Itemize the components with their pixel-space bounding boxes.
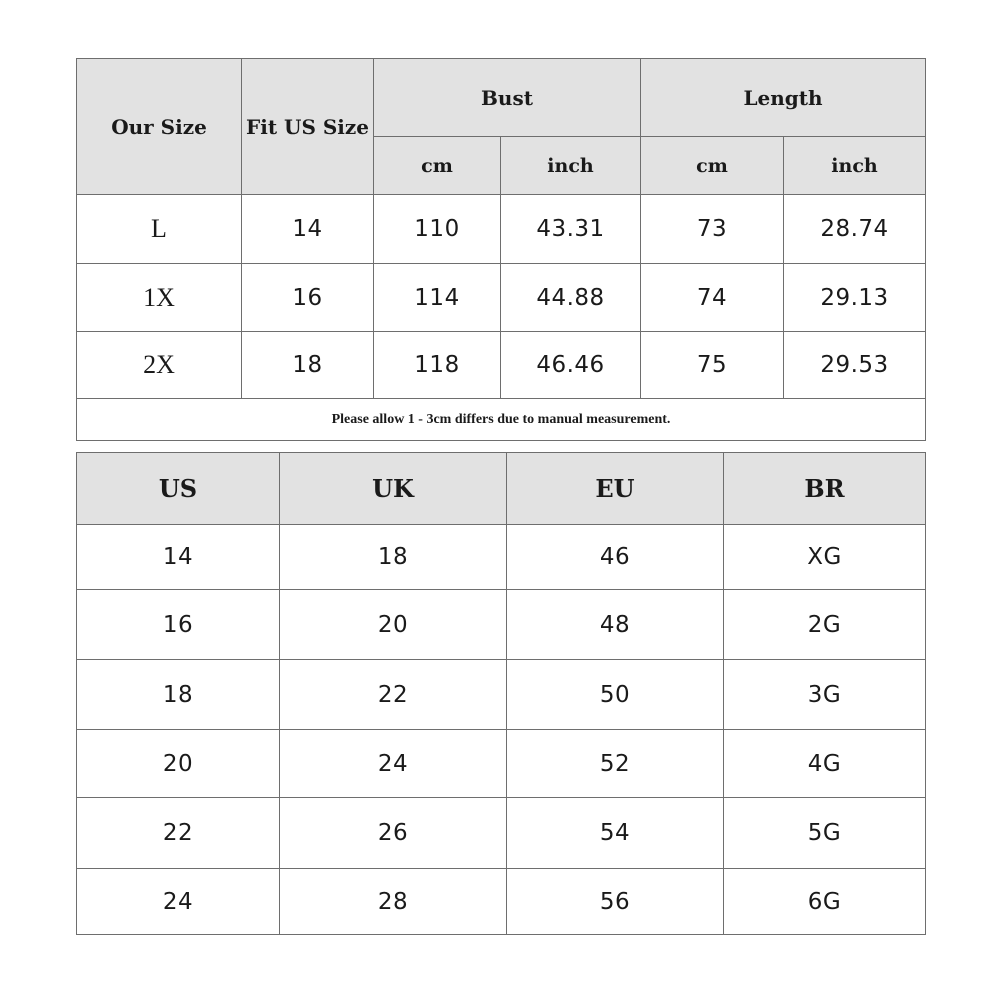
bust-cm-cell: 118 bbox=[374, 332, 501, 399]
br-cell: 3G bbox=[724, 660, 926, 730]
header-fit-us-size: Fit US Size bbox=[242, 59, 374, 195]
header-length-inch: inch bbox=[784, 137, 926, 195]
size-conversion-table bbox=[76, 452, 926, 935]
length-cm-cell: 75 bbox=[641, 332, 784, 399]
fit-us-cell: 14 bbox=[242, 195, 374, 264]
length-inch-cell: 29.53 bbox=[784, 332, 926, 399]
table-row bbox=[77, 525, 926, 590]
header-us: US bbox=[77, 453, 280, 525]
table-row bbox=[77, 195, 926, 264]
uk-cell: 22 bbox=[280, 660, 507, 730]
length-cm-cell: 74 bbox=[641, 264, 784, 332]
table-row bbox=[77, 869, 926, 935]
length-inch-cell: 28.74 bbox=[784, 195, 926, 264]
table-row bbox=[77, 798, 926, 869]
br-cell: 6G bbox=[724, 869, 926, 935]
uk-cell: 26 bbox=[280, 798, 507, 869]
eu-cell: 46 bbox=[507, 525, 724, 590]
us-cell: 16 bbox=[77, 590, 280, 660]
header-bust: Bust bbox=[374, 59, 641, 137]
header-br: BR bbox=[724, 453, 926, 525]
eu-cell: 52 bbox=[507, 730, 724, 798]
uk-cell: 18 bbox=[280, 525, 507, 590]
us-cell: 14 bbox=[77, 525, 280, 590]
us-cell: 20 bbox=[77, 730, 280, 798]
header-bust-inch: inch bbox=[501, 137, 641, 195]
eu-cell: 56 bbox=[507, 869, 724, 935]
fit-us-cell: 18 bbox=[242, 332, 374, 399]
uk-cell: 24 bbox=[280, 730, 507, 798]
bust-inch-cell: 44.88 bbox=[501, 264, 641, 332]
bust-inch-cell: 46.46 bbox=[501, 332, 641, 399]
header-eu: EU bbox=[507, 453, 724, 525]
header-length: Length bbox=[641, 59, 926, 137]
uk-cell: 20 bbox=[280, 590, 507, 660]
br-cell: 4G bbox=[724, 730, 926, 798]
br-cell: XG bbox=[724, 525, 926, 590]
header-our-size: Our Size bbox=[77, 59, 242, 195]
measurement-note: Please allow 1 - 3cm differs due to manual measurement. bbox=[77, 399, 926, 441]
eu-cell: 48 bbox=[507, 590, 724, 660]
header-bust-cm: cm bbox=[374, 137, 501, 195]
us-cell: 24 bbox=[77, 869, 280, 935]
our-size-cell: L bbox=[77, 195, 242, 264]
table-row bbox=[77, 660, 926, 730]
table-row bbox=[77, 590, 926, 660]
table-row bbox=[77, 730, 926, 798]
bust-cm-cell: 110 bbox=[374, 195, 501, 264]
header-length-cm: cm bbox=[641, 137, 784, 195]
eu-cell: 50 bbox=[507, 660, 724, 730]
our-size-cell: 1X bbox=[77, 264, 242, 332]
us-cell: 22 bbox=[77, 798, 280, 869]
br-cell: 5G bbox=[724, 798, 926, 869]
our-size-cell: 2X bbox=[77, 332, 242, 399]
bust-inch-cell: 43.31 bbox=[501, 195, 641, 264]
header-uk: UK bbox=[280, 453, 507, 525]
br-cell: 2G bbox=[724, 590, 926, 660]
table-row bbox=[77, 332, 926, 399]
length-cm-cell: 73 bbox=[641, 195, 784, 264]
bust-cm-cell: 114 bbox=[374, 264, 501, 332]
eu-cell: 54 bbox=[507, 798, 724, 869]
table-row bbox=[77, 264, 926, 332]
us-cell: 18 bbox=[77, 660, 280, 730]
length-inch-cell: 29.13 bbox=[784, 264, 926, 332]
fit-us-cell: 16 bbox=[242, 264, 374, 332]
size-chart-table bbox=[76, 58, 926, 441]
uk-cell: 28 bbox=[280, 869, 507, 935]
